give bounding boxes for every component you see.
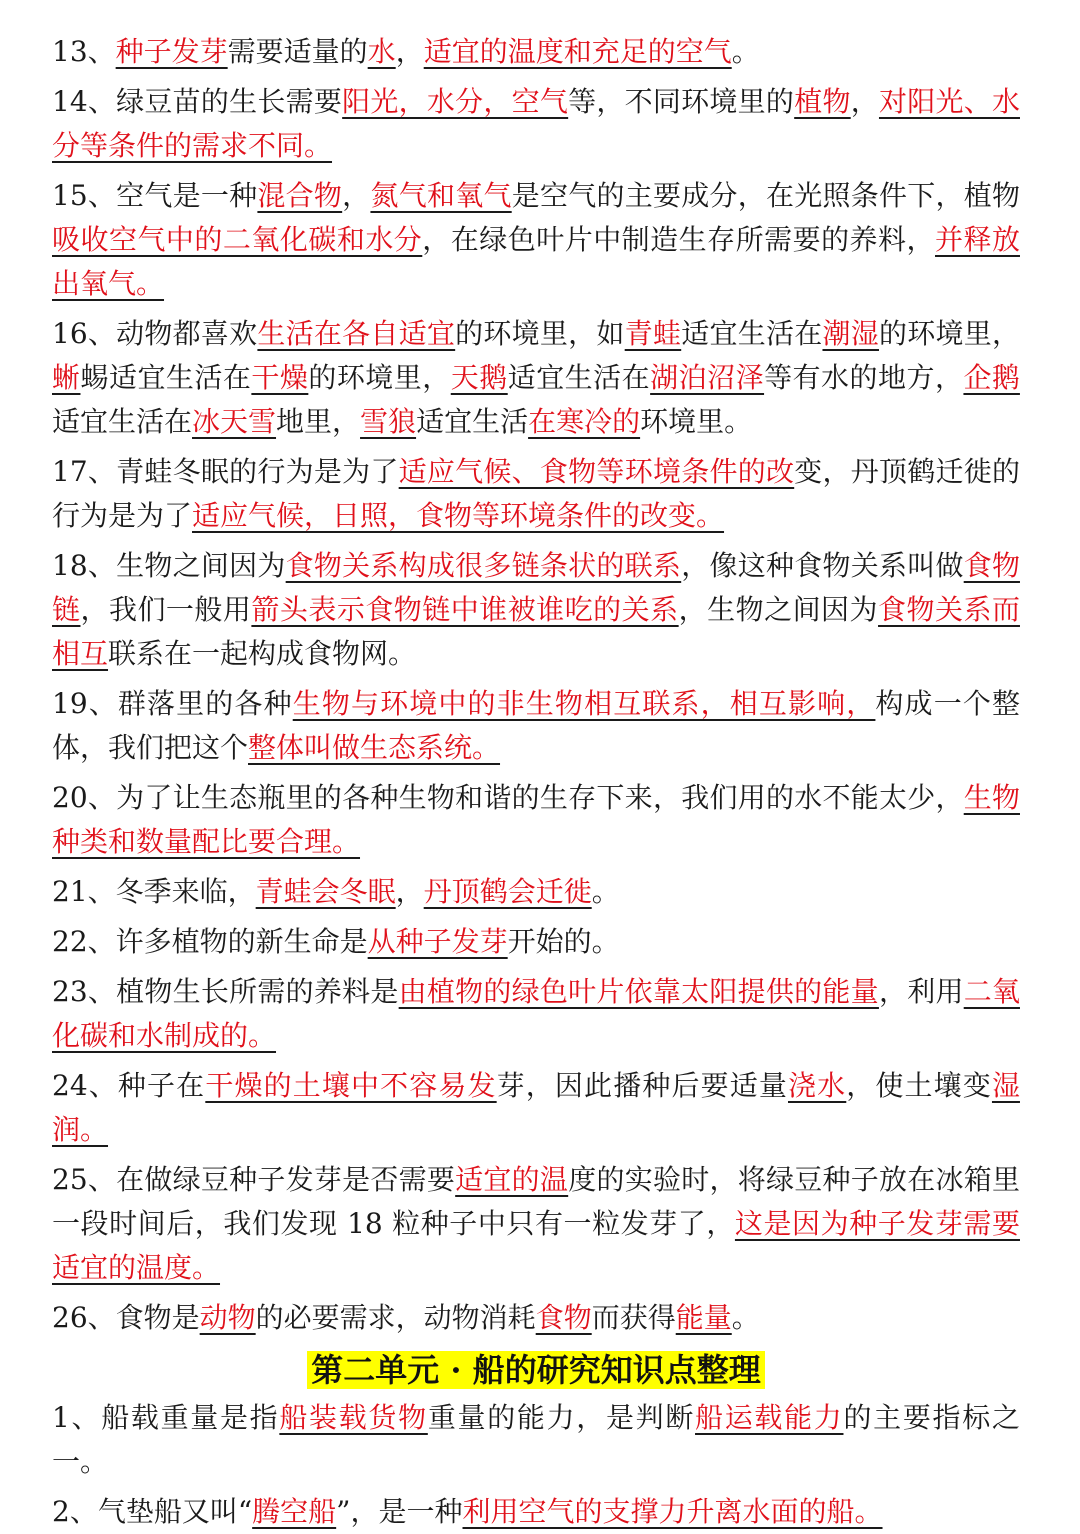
statement-text: 适宜生活在: [681, 317, 823, 350]
answer-text: 利用空气的支撑力升离水面的船。: [462, 1495, 883, 1528]
statement-text: 的必要需求，动物消耗: [255, 1301, 536, 1334]
statement-text: 地里，: [276, 405, 361, 438]
knowledge-item: [52, 174, 1020, 306]
knowledge-item: [52, 1064, 1020, 1152]
answer-text: 食物关系而相互: [52, 593, 1020, 670]
knowledge-item: [52, 30, 1020, 74]
item-number: 17、: [52, 455, 117, 488]
statement-text: 植物生长所需的养料是: [116, 975, 399, 1008]
answer-text: 在寒冷的: [528, 405, 641, 438]
answer-text: 干燥: [251, 361, 309, 394]
statement-text: 环境里。: [640, 405, 753, 438]
answer-text: 干燥的土壤中不容易发: [205, 1069, 497, 1102]
answer-text: 由植物的绿色叶片依靠太阳提供的能量: [398, 975, 879, 1008]
answer-text: 整体叫做生态系统。: [248, 731, 501, 764]
knowledge-item: [52, 544, 1020, 676]
knowledge-item: [52, 1396, 1020, 1484]
statement-text: 开始的。: [507, 925, 620, 958]
answer-text: 生物种类和数量配比要合理。: [52, 781, 1020, 858]
knowledge-item: [52, 450, 1020, 538]
item-number: 20、: [52, 781, 117, 814]
answer-text: 食物链: [52, 549, 1020, 626]
statement-text: ，: [342, 179, 371, 212]
answer-text: 适宜的温度和充足的空气: [423, 35, 732, 68]
knowledge-item: [52, 1158, 1020, 1290]
statement-text: 冬季来临，: [115, 875, 256, 908]
answer-text: 雪狼: [360, 405, 417, 438]
answer-text: 食物: [535, 1301, 592, 1334]
statement-text: ，生物之间因为: [678, 593, 879, 626]
statement-text: ，: [395, 875, 424, 908]
item-number: 14、: [52, 85, 117, 118]
answer-text: 种子发芽: [115, 35, 228, 68]
statement-text: ，: [850, 85, 879, 118]
statement-text: 的主要指标之一。: [52, 1401, 1020, 1478]
item-number: 22、: [52, 925, 116, 958]
answer-text: 适宜的温: [455, 1163, 569, 1196]
statement-text: 适宜生活在: [52, 405, 193, 438]
answer-text: 这是因为种子发芽需要适宜的温度。: [52, 1207, 1020, 1284]
item-number: 13、: [52, 35, 116, 68]
knowledge-item: [52, 776, 1020, 864]
statement-text: 空气是一种: [116, 179, 258, 212]
answer-text: 从种子发芽: [367, 925, 508, 958]
statement-text: 适宜生活: [416, 405, 529, 438]
answer-text: 船运载能力: [695, 1401, 844, 1434]
knowledge-item: [52, 682, 1020, 770]
answer-text: 能量: [675, 1301, 732, 1334]
answer-text: 浇水: [788, 1069, 847, 1102]
statement-text: 群落里的各种: [117, 687, 293, 720]
answer-text: 阳光，水分，空气: [342, 85, 569, 118]
answer-text: 丹顶鹤会迁徙: [423, 875, 592, 908]
answer-text: 吸收空气中的二氧化碳和水分: [52, 223, 423, 256]
statement-text: ，我们一般用: [80, 593, 252, 626]
statement-text: 变，丹顶鹤迁徙的行为是为了: [52, 455, 1020, 532]
answer-text: 适应气候，日照，食物等环境条件的改变。: [192, 499, 725, 532]
statement-text: ，在绿色叶片中制造生存所需要的养料，: [422, 223, 936, 256]
statement-text: 而获得: [591, 1301, 676, 1334]
section-title-text: 第二单元 · 船的研究知识点整理: [307, 1351, 764, 1389]
item-number: 25、: [52, 1163, 117, 1196]
answer-text: 并释放出氧气。: [52, 223, 1020, 300]
answer-text: 氮气和氧气: [370, 179, 512, 212]
knowledge-item: [52, 1296, 1020, 1340]
statement-text: 的环境里，: [308, 361, 451, 394]
answer-text: 腾空船: [252, 1495, 337, 1528]
statement-text: 在做绿豆种子发芽是否需要: [116, 1163, 456, 1196]
statement-text: 构成一个整体，我们把这个: [52, 687, 1020, 764]
answer-text: 天鹅: [450, 361, 508, 394]
statement-text: 蜴适宜生活在: [80, 361, 252, 394]
statement-text: ，: [395, 35, 424, 68]
item-number: 1、: [52, 1401, 102, 1434]
answer-text: 对阳光、水分等条件的需求不同。: [52, 85, 1020, 162]
statement-text: 是空气的主要成分，在光照条件下，植物: [511, 179, 1020, 212]
item-number: 26、: [52, 1301, 116, 1334]
statement-text: 气垫船又叫“: [97, 1495, 253, 1528]
statement-text: 芽，因此播种后要适量: [496, 1069, 788, 1102]
statement-text: 联系在一起构成食物网。: [108, 637, 417, 670]
statement-text: 重量的能力，是判断: [427, 1401, 696, 1434]
answer-text: 混合物: [257, 179, 343, 212]
item-number: 16、: [52, 317, 117, 350]
item-number: 2、: [52, 1495, 98, 1528]
statement-text: 青蛙冬眠的行为是为了: [116, 455, 399, 488]
item-number: 15、: [52, 179, 117, 212]
answer-text: 生物与环境中的非生物相互联系，相互影响，: [292, 687, 876, 720]
answer-text: 青蛙会冬眠: [255, 875, 396, 908]
statement-text: 。: [591, 875, 620, 908]
answer-text: 生活在各自适宜: [257, 317, 456, 350]
knowledge-item: [52, 312, 1020, 444]
statement-text: 需要适量的: [227, 35, 368, 68]
statement-text: 生物之间因为: [116, 549, 286, 582]
answer-text: 冰天雪: [192, 405, 277, 438]
answer-text: 水: [367, 35, 396, 68]
knowledge-item: [52, 870, 1020, 914]
statement-text: 食物是: [115, 1301, 200, 1334]
knowledge-item: [52, 970, 1020, 1058]
knowledge-item: [52, 920, 1020, 964]
item-number: 18、: [52, 549, 117, 582]
answer-text: 动物: [199, 1301, 256, 1334]
answer-text: 企鹅: [963, 361, 1020, 394]
answer-text: 青蛙: [624, 317, 682, 350]
answer-text: 蜥: [52, 361, 81, 394]
statement-text: 种子在: [117, 1069, 206, 1102]
item-number: 23、: [52, 975, 117, 1008]
knowledge-list-unit2: [52, 1396, 1020, 1534]
statement-text: 。: [731, 1301, 760, 1334]
statement-text: 适宜生活在: [507, 361, 651, 394]
statement-text: ，利用: [878, 975, 964, 1008]
statement-text: 为了让生态瓶里的各种生物和谐的生存下来，我们用的水不能太少，: [116, 781, 964, 814]
statement-text: 船载重量是指: [101, 1401, 280, 1434]
statement-text: 动物都喜欢: [116, 317, 258, 350]
answer-text: 植物: [794, 85, 851, 118]
statement-text: ，像这种食物关系叫做: [681, 549, 964, 582]
answer-text: 箭头表示食物链中谁被谁吃的关系: [251, 593, 679, 626]
statement-text: 绿豆苗的生长需要: [116, 85, 343, 118]
knowledge-item: [52, 80, 1020, 168]
answer-text: 潮湿: [822, 317, 879, 350]
answer-text: 船装载货物: [279, 1401, 428, 1434]
answer-text: 湖泊沼泽: [650, 361, 765, 394]
item-number: 24、: [52, 1069, 118, 1102]
answer-text: 湿润。: [52, 1069, 1020, 1146]
statement-text: ，使土壤变: [846, 1069, 992, 1102]
statement-text: 度的实验时，将绿豆种子放在冰箱里一段时间后，我们发现 18 粒种子中只有一粒发芽了，: [52, 1163, 1020, 1240]
answer-text: 适应气候、食物等环境条件的改: [398, 455, 795, 488]
statement-text: 的环境里，: [878, 317, 1020, 350]
statement-text: 等，不同环境里的: [568, 85, 795, 118]
item-number: 19、: [52, 687, 118, 720]
statement-text: ”，是一种: [336, 1495, 463, 1528]
knowledge-list-unit1: [52, 30, 1020, 1340]
section-title: [52, 1348, 1020, 1394]
answer-text: 食物关系构成很多链条状的联系: [285, 549, 682, 582]
statement-text: 。: [731, 35, 760, 68]
knowledge-item: [52, 1490, 1020, 1534]
statement-text: 等有水的地方，: [764, 361, 964, 394]
statement-text: 的环境里，如: [455, 317, 625, 350]
item-number: 21、: [52, 875, 116, 908]
statement-text: 许多植物的新生命是: [115, 925, 368, 958]
answer-text: 二氧化碳和水制成的。: [52, 975, 1020, 1052]
